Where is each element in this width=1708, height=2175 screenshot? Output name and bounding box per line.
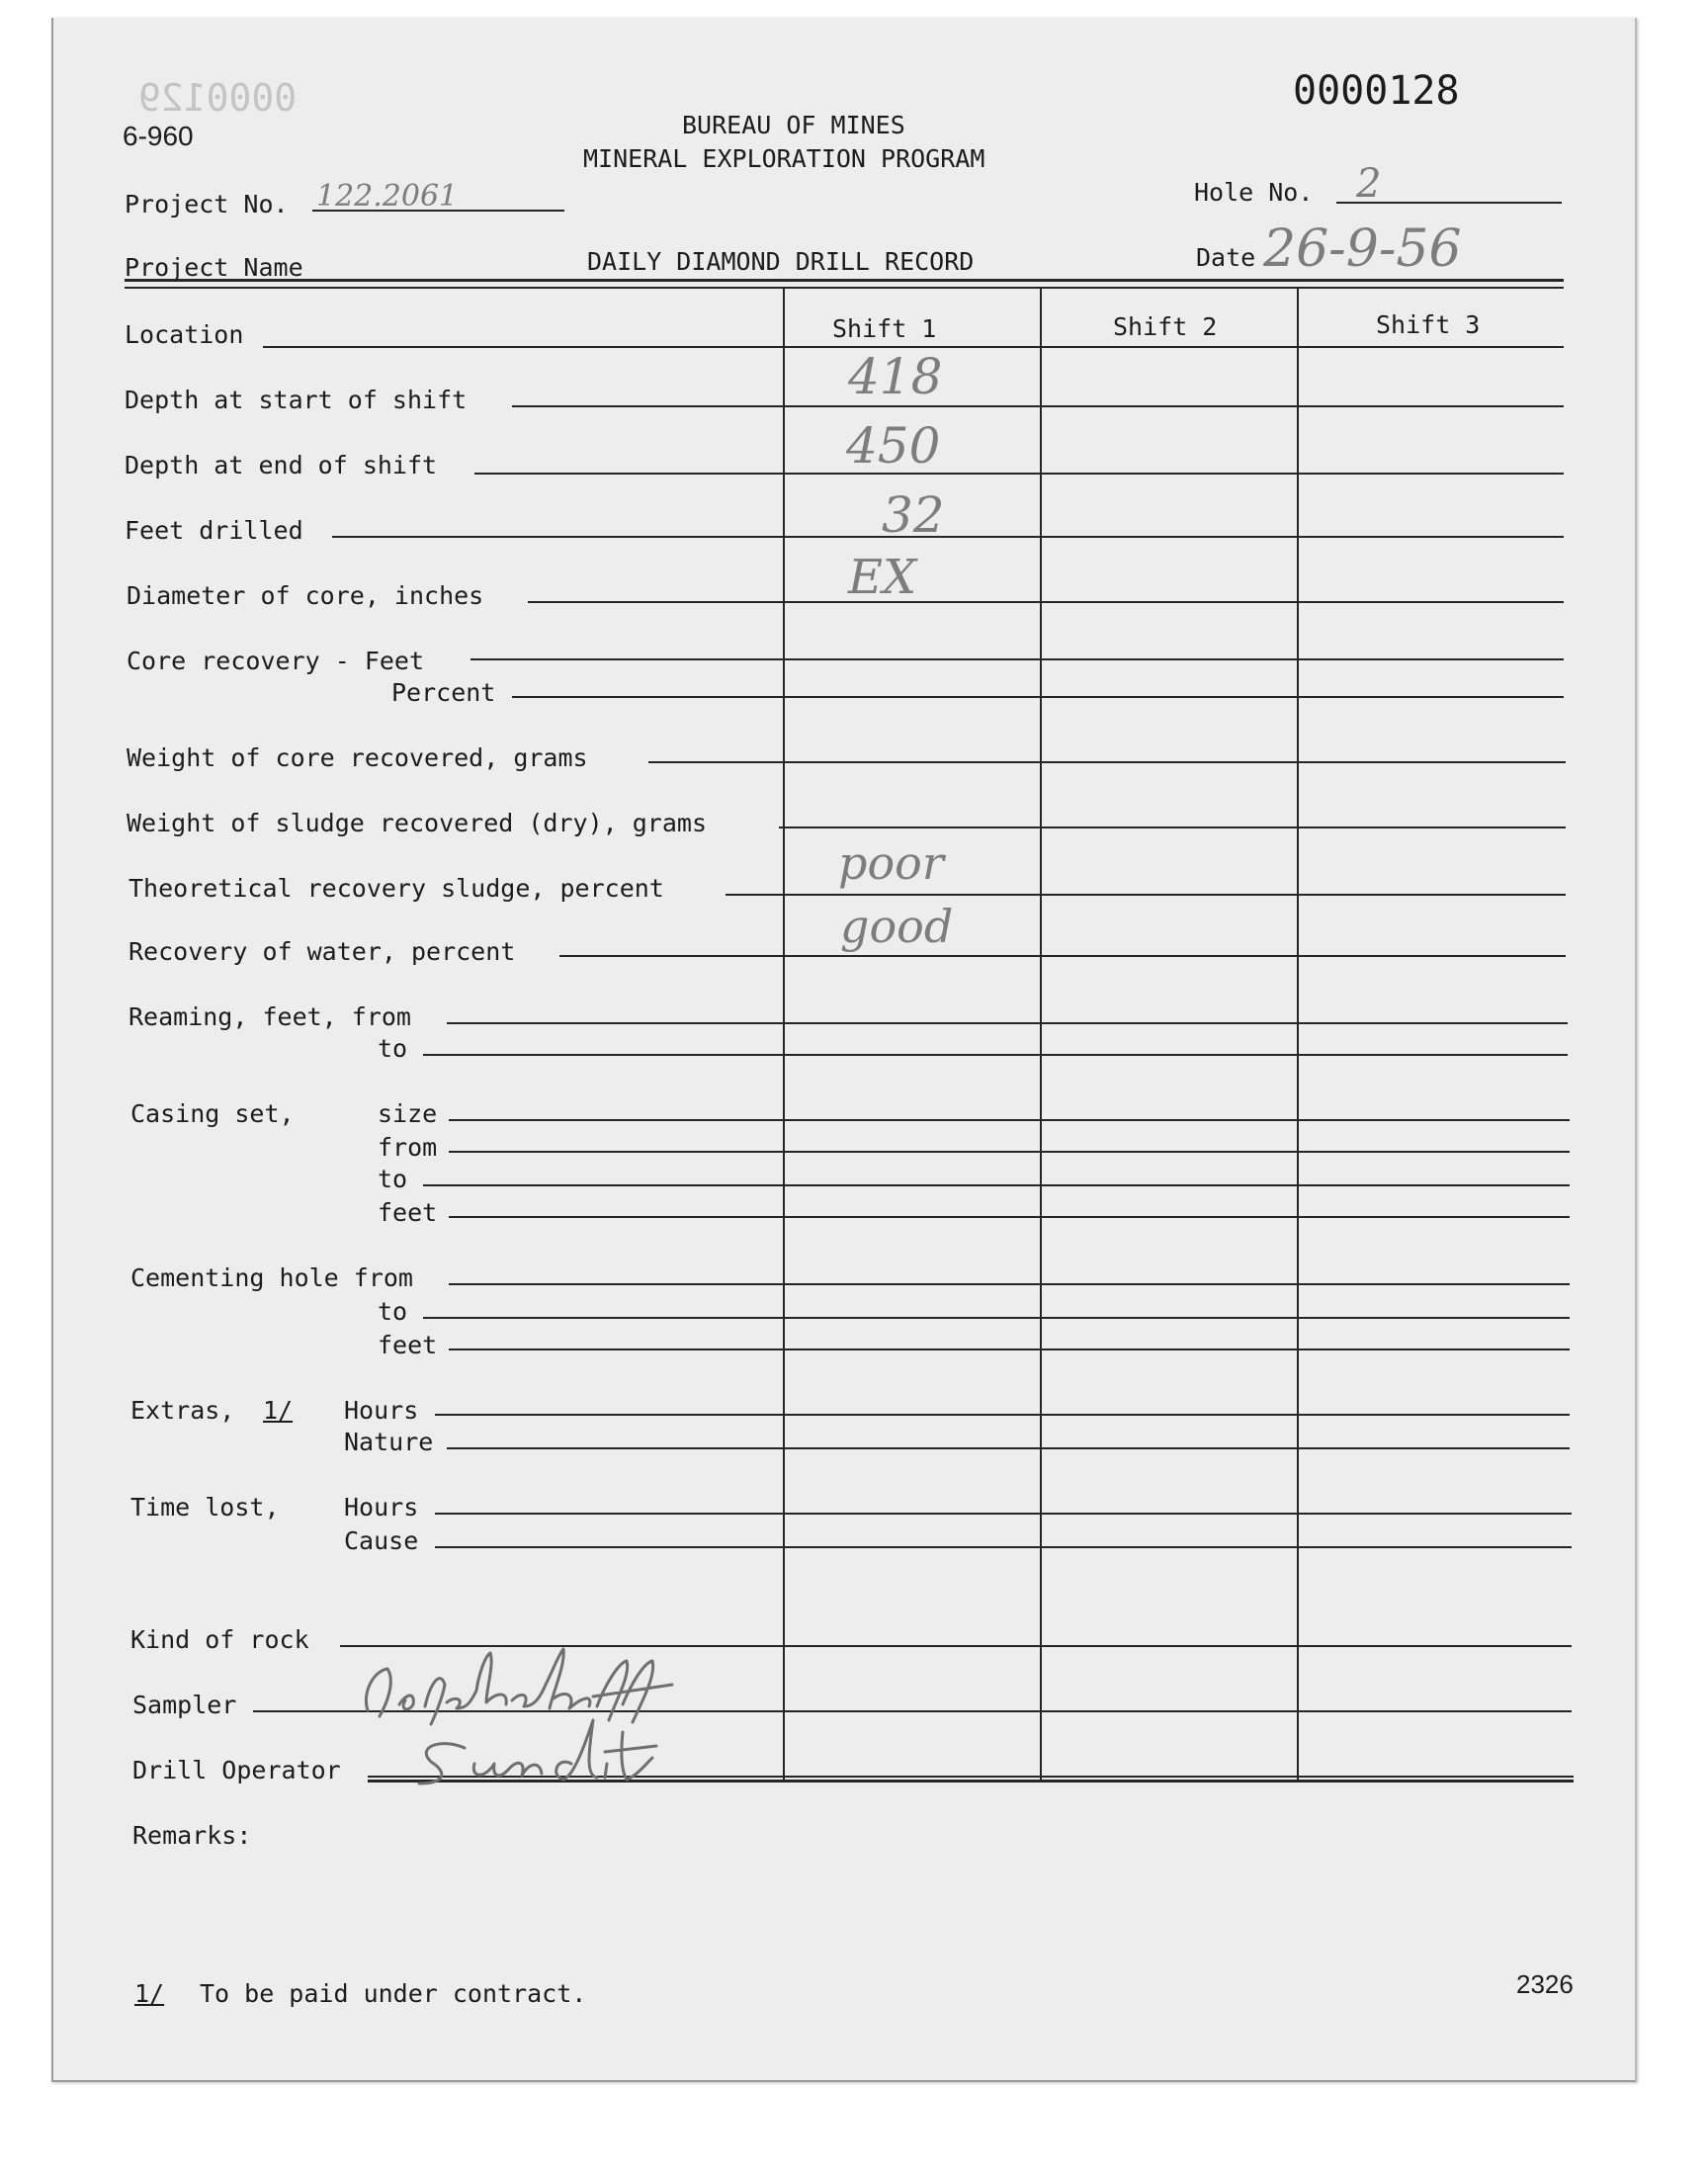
- reaming-label: Reaming, feet, from: [128, 1002, 411, 1031]
- hole-no-value: 2: [1356, 161, 1382, 207]
- date-value: 26-9-56: [1263, 219, 1462, 279]
- location-label: Location: [125, 320, 244, 349]
- core-recovery-label: Core recovery - Feet: [127, 647, 425, 675]
- bleed-through-number: 0000129: [138, 76, 298, 120]
- water-value: good: [840, 900, 954, 953]
- project-no-label: Project No.: [125, 190, 289, 218]
- hole-no-label: Hole No.: [1194, 178, 1314, 207]
- extras-nature-label: Nature: [344, 1428, 434, 1456]
- project-name-label: Project Name: [125, 253, 303, 282]
- form-number: 6-960: [123, 121, 194, 151]
- extras-footnote-ref: 1/: [263, 1396, 294, 1425]
- casing-feet-label: feet: [378, 1198, 438, 1227]
- agency-title: BUREAU OF MINES: [682, 111, 905, 139]
- shift-3-header: Shift 3: [1376, 310, 1481, 339]
- program-title: MINERAL EXPLORATION PROGRAM: [583, 144, 985, 173]
- theoretical-label: Theoretical recovery sludge, percent: [128, 874, 664, 903]
- kind-of-rock-label: Kind of rock: [130, 1625, 309, 1654]
- footnote-ref: 1/: [134, 1979, 165, 2008]
- cementing-to-label: to: [378, 1297, 408, 1326]
- extras-hours-label: Hours: [344, 1396, 419, 1425]
- casing-from-label: from: [378, 1133, 438, 1162]
- core-weight-label: Weight of core recovered, grams: [127, 743, 588, 772]
- sampler-label: Sampler: [132, 1691, 237, 1719]
- date-label: Date: [1196, 243, 1256, 272]
- remarks-label: Remarks:: [132, 1821, 252, 1850]
- core-percent-label: Percent: [391, 678, 496, 707]
- theoretical-value: poor: [838, 836, 944, 890]
- depth-start-value: 418: [848, 348, 943, 405]
- depth-start-label: Depth at start of shift: [125, 386, 468, 414]
- diameter-value: EX: [848, 550, 917, 605]
- page-number: 2326: [1516, 1969, 1574, 1999]
- record-title: DAILY DIAMOND DRILL RECORD: [587, 247, 975, 276]
- depth-end-label: Depth at end of shift: [125, 451, 438, 479]
- sampler-signature: [366, 1649, 672, 1724]
- shift-1-header: Shift 1: [832, 314, 937, 343]
- cementing-label: Cementing hole from: [130, 1263, 413, 1292]
- feet-drilled-label: Feet drilled: [125, 516, 303, 545]
- time-lost-cause-label: Cause: [344, 1526, 419, 1555]
- serial-number: 0000128: [1293, 68, 1460, 114]
- drill-operator-label: Drill Operator: [132, 1756, 341, 1784]
- project-no-value: 122.2061: [316, 179, 459, 214]
- casing-label: Casing set,: [130, 1099, 295, 1128]
- depth-end-value: 450: [846, 417, 941, 475]
- cementing-feet-label: feet: [378, 1331, 438, 1359]
- diameter-label: Diameter of core, inches: [127, 581, 484, 610]
- drill-operator-signature: [419, 1720, 656, 1784]
- water-label: Recovery of water, percent: [128, 937, 516, 966]
- casing-size-label: size: [378, 1099, 438, 1128]
- time-lost-hours-label: Hours: [344, 1493, 419, 1522]
- feet-drilled-value: 32: [882, 486, 945, 544]
- extras-label: Extras,: [130, 1396, 235, 1425]
- casing-to-label: to: [378, 1165, 408, 1193]
- sludge-weight-label: Weight of sludge recovered (dry), grams: [127, 809, 707, 837]
- reaming-to-label: to: [378, 1034, 408, 1063]
- shift-2-header: Shift 2: [1113, 312, 1218, 341]
- time-lost-label: Time lost,: [130, 1493, 280, 1522]
- footnote-text: To be paid under contract.: [200, 1979, 587, 2008]
